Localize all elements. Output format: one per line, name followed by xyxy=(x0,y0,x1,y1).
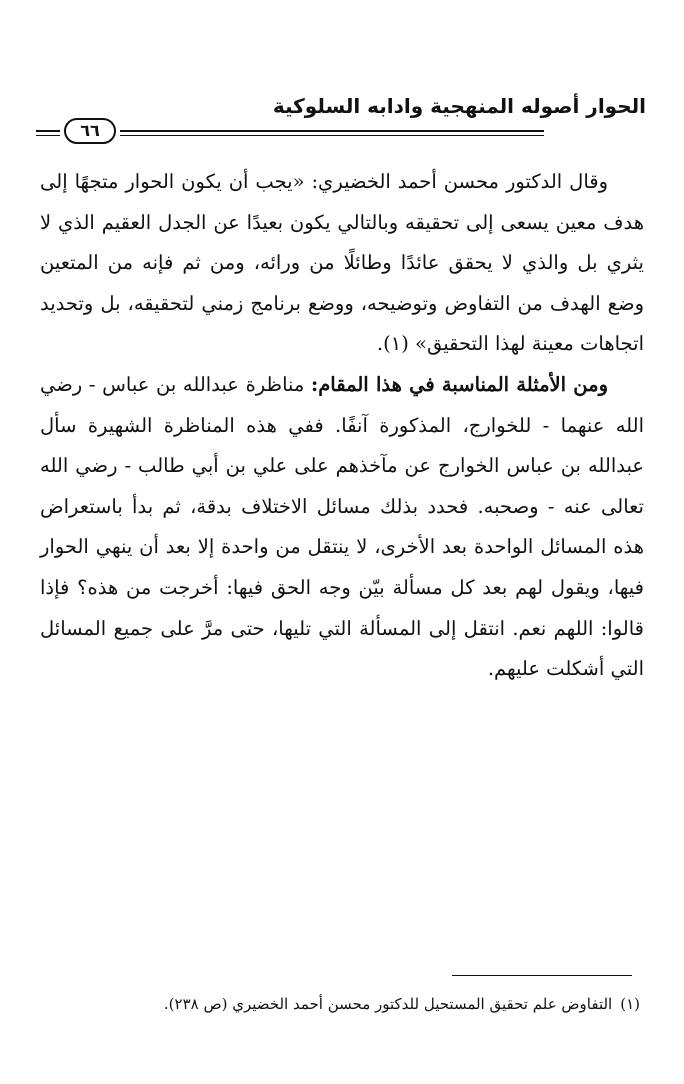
body-text xyxy=(40,162,644,690)
page-number: ٦٦ xyxy=(64,118,116,144)
page-number-rule-thin xyxy=(36,135,60,136)
running-header-title: الحوار أصوله المنهجية وادابه السلوكية xyxy=(272,94,646,118)
footnote-separator xyxy=(452,975,632,976)
paragraph-2 xyxy=(40,365,644,690)
paragraph-2-lead: ومن الأمثلة المناسبة في هذا المقام: xyxy=(311,372,608,396)
footnote xyxy=(40,992,640,1016)
paragraph-2-rest: مناظرة عبدالله بن عباس - رضي الله عنهما - للخوارج، المذكورة آنفًا. ففي هذه المناظرة الشهيرة سأل عبدالله بن عباس الخوارج عن مآخذهم على علي بن أبي طالب - رضي الله تعالى عنه - وصحبه. فحدد بذلك مسائل الاختلاف بدقة، ثم بدأ باستعراض هذه المسائل الواحدة بعد الأخرى، لا ينتقل من واحدة إلا بعد أن ينهي الحوار فيها، ويقول لهم بعد كل مسألة بيّن وجه الحق فيها: أخرجت من هذه؟ فإذا قالوا: اللهم نعم. انتقل إلى المسألة التي تليها، حتى مرَّ على جميع المسائل التي أشكلت عليهم. xyxy=(40,372,644,681)
paragraph-1: وقال الدكتور محسن أحمد الخضيري: «يجب أن يكون الحوار متجهًا إلى هدف معين يسعى إلى تحقيقه وبالتالي يكون بعيدًا عن الجدل العقيم الذي لا يثري بل والذي لا يحقق عائدًا وطائلًا من ورائه، ومن ثم فإنه من المتعين وضع الهدف من التفاوض وتوضيحه، ووضع برنامج زمني لتحقيقه، بل وتحديد اتجاهات معينة لهذا التحقيق» (١). xyxy=(40,170,644,356)
header-rule xyxy=(120,130,544,132)
footnote-text: التفاوض علم تحقيق المستحيل للدكتور محسن أحمد الخضيري (ص ٢٣٨). xyxy=(163,995,613,1013)
footnote-marker: (١) xyxy=(620,995,640,1013)
page-number-rule xyxy=(36,130,60,132)
header-rule-thin xyxy=(120,135,544,136)
